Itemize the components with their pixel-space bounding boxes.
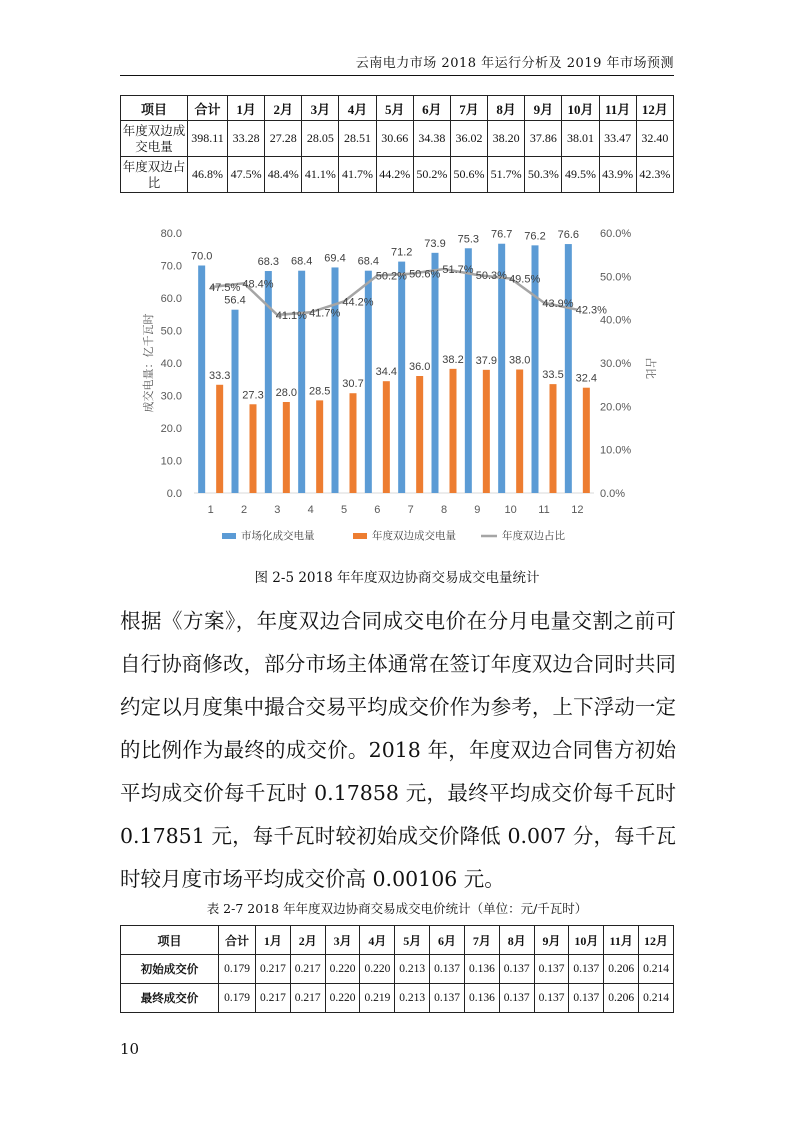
x-tick-label: 9 (474, 504, 481, 516)
data-label-bilateral-volume: 32.4 (575, 372, 598, 385)
bar-annual-bilateral-volume (316, 400, 323, 493)
y-axis-title: 成交电量：亿千瓦时 (143, 313, 155, 413)
column-header: 7月 (464, 926, 499, 955)
table-cell: 0.136 (464, 984, 499, 1013)
table-cell: 41.7% (339, 157, 376, 193)
data-label-market-volume: 56.4 (224, 294, 246, 307)
column-header: 12月 (639, 926, 674, 955)
bar-market-volume (432, 253, 439, 493)
bar-annual-bilateral-volume (350, 393, 357, 493)
data-label-share: 50.2% (375, 270, 407, 283)
table-cell: 50.6% (450, 157, 487, 193)
x-tick-label: 3 (274, 504, 281, 516)
y-tick-label: 30.0 (160, 390, 182, 403)
table-cell: 0.137 (430, 955, 465, 984)
x-tick-label: 12 (571, 504, 584, 516)
bar-annual-bilateral-volume (383, 381, 390, 493)
bar-annual-bilateral-volume (483, 370, 490, 493)
data-label-market-volume: 76.7 (490, 228, 513, 241)
column-header: 1月 (228, 96, 265, 121)
bar-annual-bilateral-volume (450, 369, 457, 493)
x-tick-label: 7 (407, 504, 414, 516)
table-cell: 0.214 (639, 984, 674, 1013)
data-label-share: 50.3% (475, 270, 507, 283)
column-header: 6月 (413, 96, 450, 121)
data-label-share: 49.5% (509, 273, 541, 286)
data-label-share: 41.1% (275, 309, 307, 322)
legend-label-share: 年度双边占比 (502, 530, 565, 542)
table-annual-bilateral-price (120, 925, 674, 1013)
data-label-share: 50.6% (409, 268, 441, 281)
table-header-row (121, 926, 674, 955)
data-label-bilateral-volume: 34.4 (375, 366, 398, 379)
data-label-bilateral-volume: 37.9 (475, 354, 498, 367)
y-tick-label: 70.0 (160, 260, 182, 273)
table-cell: 0.217 (256, 955, 291, 984)
y2-tick-label: 50.0% (600, 271, 632, 284)
data-label-share: 42.3% (575, 304, 607, 317)
table-row (121, 984, 674, 1013)
data-label-bilateral-volume: 36.0 (408, 361, 431, 373)
y-tick-label: 20.0 (160, 423, 182, 435)
x-tick-label: 8 (440, 504, 448, 516)
table-cell: 42.3% (636, 157, 673, 193)
column-header: 9月 (534, 926, 569, 955)
table-cell: 0.206 (604, 955, 639, 984)
column-header: 合计 (219, 926, 256, 955)
y-tick-label: 60.0 (160, 293, 182, 305)
running-header: 云南电力市场 2018 年运行分析及 2019 年市场预测 (355, 56, 674, 71)
data-label-share: 51.7% (442, 263, 474, 276)
bar-annual-bilateral-volume (283, 402, 290, 493)
column-header: 12月 (636, 96, 673, 121)
column-header: 10月 (569, 926, 604, 955)
x-tick-label: 1 (207, 504, 214, 516)
y-tick-label: 0.0 (166, 488, 182, 500)
figure-caption: 图 2-5 2018 年年度双边协商交易成交电量统计 (254, 570, 540, 586)
table-cell: 36.02 (450, 121, 487, 157)
table-cell: 0.219 (360, 984, 395, 1013)
column-header: 2月 (265, 96, 302, 121)
y-tick-label: 10.0 (160, 455, 182, 468)
column-header: 11月 (604, 926, 639, 955)
bar-annual-bilateral-volume (250, 404, 257, 493)
y2-tick-label: 60.0% (600, 228, 632, 240)
column-header: 合计 (188, 96, 228, 121)
data-label-bilateral-volume: 38.0 (508, 354, 531, 367)
data-label-market-volume: 71.2 (390, 246, 413, 259)
table-cell: 0.137 (569, 955, 604, 984)
table-cell: 0.220 (325, 984, 360, 1013)
table-cell: 0.213 (395, 984, 430, 1013)
table-cell: 398.11 (188, 121, 228, 157)
table-cell: 30.66 (376, 121, 413, 157)
body-paragraph: 根据《方案》，年度双边合同成交电价在分月电量交割之前可自行协商修改，部分市场主体通常在签订年度双边合同时共同约定以月度集中撮合交易平均成交价作为参考，上下浮动一定的比例作为最终的成交价。2018 年，年度双边合同售方初始平均成交价每千瓦时 0.17858 元，最终平均成交价每千瓦时 0.17851 元，每千瓦时较初始成交价降低 0.007 分，每千瓦时较月度市场平均成交价高 0.00106 元。 (120, 609, 676, 891)
column-header: 5月 (376, 96, 413, 121)
column-header: 6月 (430, 926, 465, 955)
row-label: 年度双边占比 (121, 157, 188, 193)
legend-label-bilateral-volume: 年度双边成交电量 (372, 530, 456, 542)
table-cell: 38.20 (488, 121, 525, 157)
table-caption: 表 2-7 2018 年年度双边协商交易成交电价统计（单位：元/千瓦时） (206, 901, 588, 916)
data-label-bilateral-volume: 38.2 (442, 353, 464, 366)
bar-market-volume (565, 244, 572, 493)
column-header: 10月 (562, 96, 599, 121)
table-cell: 0.137 (499, 955, 534, 984)
x-tick-label: 6 (374, 504, 381, 516)
column-header: 7月 (450, 96, 487, 121)
table-cell: 49.5% (562, 157, 599, 193)
row-label: 最终成交价 (121, 984, 219, 1013)
bar-market-volume (398, 262, 405, 493)
y2-tick-label: 0.0% (600, 488, 626, 500)
table-cell: 0.136 (464, 955, 499, 984)
data-label-share: 48.4% (242, 278, 274, 291)
bar-annual-bilateral-volume (216, 385, 223, 493)
y-tick-label: 40.0 (160, 358, 182, 370)
table-cell: 0.137 (569, 984, 604, 1013)
data-label-market-volume: 76.2 (524, 230, 546, 243)
y2-tick-label: 40.0% (600, 314, 632, 327)
bar-market-volume (298, 271, 305, 493)
column-header: 9月 (525, 96, 562, 121)
data-label-market-volume: 68.4 (290, 255, 313, 268)
legend-swatch-market-volume (222, 533, 236, 539)
data-label-bilateral-volume: 33.3 (208, 369, 231, 382)
table-cell: 0.137 (430, 984, 465, 1013)
table-cell: 0.137 (534, 984, 569, 1013)
table-cell: 0.217 (256, 984, 291, 1013)
data-label-market-volume: 68.4 (357, 255, 380, 268)
column-header: 项目 (121, 96, 188, 121)
table-cell: 38.01 (562, 121, 599, 157)
y2-tick-label: 10.0% (600, 444, 632, 457)
data-label-share: 43.9% (542, 297, 574, 310)
row-label: 初始成交价 (121, 955, 219, 984)
column-header: 4月 (360, 926, 395, 955)
column-header: 2月 (290, 926, 325, 955)
bar-market-volume (332, 267, 339, 493)
table-cell: 0.179 (219, 984, 256, 1013)
column-header: 3月 (325, 926, 360, 955)
legend-swatch-bilateral-volume (353, 533, 367, 539)
table-annual-bilateral-volume (120, 95, 674, 193)
table-cell: 33.47 (599, 121, 636, 157)
table-cell: 0.220 (360, 955, 395, 984)
x-tick-label: 2 (240, 504, 248, 516)
row-label: 年度双边成交电量 (121, 121, 188, 157)
table-cell: 44.2% (376, 157, 413, 193)
data-label-share: 44.2% (342, 296, 374, 309)
bar-annual-bilateral-volume (416, 376, 423, 493)
table-cell: 0.220 (325, 955, 360, 984)
table-cell: 0.214 (639, 955, 674, 984)
y2-tick-label: 30.0% (600, 358, 632, 370)
table-cell: 50.2% (413, 157, 450, 193)
legend-label-market-volume: 市场化成交电量 (241, 530, 315, 542)
column-header: 项目 (121, 926, 219, 955)
chart-annual-bilateral-volume (120, 218, 674, 558)
table-cell: 51.7% (488, 157, 525, 193)
bar-market-volume (198, 266, 205, 494)
table-cell: 41.1% (302, 157, 339, 193)
column-header: 8月 (499, 926, 534, 955)
table-cell: 0.179 (219, 955, 256, 984)
column-header: 1月 (256, 926, 291, 955)
table-cell: 50.3% (525, 157, 562, 193)
y-tick-label: 80.0 (160, 228, 182, 240)
page-number: 10 (120, 1040, 140, 1058)
table-cell: 34.38 (413, 121, 450, 157)
column-header: 5月 (395, 926, 430, 955)
table-cell: 46.8% (188, 157, 228, 193)
data-label-market-volume: 76.6 (557, 229, 580, 242)
bar-market-volume (232, 310, 239, 493)
table-cell: 0.137 (534, 955, 569, 984)
table-cell: 0.206 (604, 984, 639, 1013)
table-cell: 28.05 (302, 121, 339, 157)
y-tick-label: 50.0 (160, 325, 182, 338)
data-label-market-volume: 70.0 (190, 250, 213, 263)
data-label-bilateral-volume: 28.5 (308, 385, 331, 398)
table-cell: 0.213 (395, 955, 430, 984)
data-label-market-volume: 75.3 (457, 233, 480, 246)
table-row (121, 157, 674, 193)
data-label-market-volume: 73.9 (424, 237, 446, 250)
table-cell: 48.4% (265, 157, 302, 193)
bar-annual-bilateral-volume (516, 370, 523, 494)
table-cell: 0.217 (290, 955, 325, 984)
table-cell: 28.51 (339, 121, 376, 157)
table-row (121, 955, 674, 984)
table-cell: 0.217 (290, 984, 325, 1013)
data-label-share: 41.7% (309, 307, 341, 320)
data-label-bilateral-volume: 27.3 (242, 389, 264, 402)
x-tick-label: 5 (340, 504, 348, 516)
table-cell: 27.28 (265, 121, 302, 157)
x-tick-label: 4 (307, 504, 314, 516)
table-row (121, 121, 674, 157)
column-header: 11月 (599, 96, 636, 121)
bar-market-volume (465, 248, 472, 493)
table-cell: 47.5% (228, 157, 265, 193)
table-cell: 43.9% (599, 157, 636, 193)
column-header: 3月 (302, 96, 339, 121)
table-cell: 33.28 (228, 121, 265, 157)
data-label-bilateral-volume: 30.7 (342, 378, 364, 391)
table-header-row (121, 96, 674, 121)
x-tick-label: 10 (504, 504, 517, 516)
data-label-bilateral-volume: 33.5 (542, 369, 564, 382)
table-cell: 37.86 (525, 121, 562, 157)
bar-annual-bilateral-volume (583, 388, 590, 493)
table-cell: 32.40 (636, 121, 673, 157)
data-label-bilateral-volume: 28.0 (275, 387, 298, 399)
data-label-market-volume: 69.4 (324, 252, 346, 265)
bar-annual-bilateral-volume (550, 384, 557, 493)
y2-tick-label: 20.0% (600, 401, 632, 414)
header-rule (120, 75, 674, 76)
data-label-market-volume: 68.3 (257, 256, 280, 269)
y2-axis-title: 占比 (644, 357, 656, 379)
x-tick-label: 11 (538, 504, 550, 516)
column-header: 4月 (339, 96, 376, 121)
table-cell: 0.137 (499, 984, 534, 1013)
column-header: 8月 (488, 96, 525, 121)
data-label-share: 47.5% (209, 282, 241, 295)
